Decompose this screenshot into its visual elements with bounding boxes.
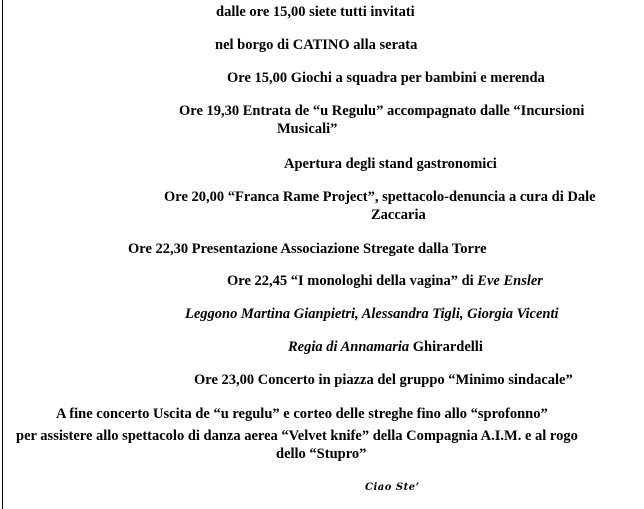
finale-line-1: A fine concerto Uscita de “u regulu” e corteo delle streghe fino allo “sprofonno” [56,406,548,422]
giochi-line: Ore 15,00 Giochi a squadra per bambini e merenda [227,70,545,86]
regia-name: Ghirardelli [409,339,483,355]
franca-line-2: Zaccaria [371,207,426,223]
signature: Ciao Ste’ [365,482,420,493]
regulu-line-2: Musicali” [277,121,338,137]
monologhi-line [227,272,543,290]
finale-line-2: per assistere allo spettacolo di danza aerea “Velvet knife” della Compagnia A.I.M. e al rogo [16,428,578,444]
regulu-line-1: Ore 19,30 Entrata de “u Regulu” accompagnato dalle “Incursioni [179,103,585,119]
monologhi-text: Ore 22,45 “I monologhi della vagina” di [227,273,478,289]
stregate-line: Ore 22,30 Presentazione Associazione Stregate dalla Torre [128,241,487,257]
borgo-line: nel borgo di CATINO alla serata [215,37,418,53]
page-left-border [2,0,3,509]
invite-line: dalle ore 15,00 siete tutti invitati [216,4,415,20]
finale-line-3: dello “Stupro” [276,446,367,462]
stand-line: Apertura degli stand gastronomici [284,156,497,172]
regia-prefix: Regia di Annamaria [288,339,410,355]
franca-line-1: Ore 20,00 “Franca Rame Project”, spettacolo-denuncia a cura di Dale [164,189,596,205]
leggono-line: Leggono Martina Gianpietri, Alessandra Tigli, Giorgia Vicenti [185,306,559,322]
regia-line [288,338,483,356]
concerto-line: Ore 23,00 Concerto in piazza del gruppo “Minimo sindacale” [194,372,573,388]
monologhi-author: Eve Ensler [477,273,543,289]
